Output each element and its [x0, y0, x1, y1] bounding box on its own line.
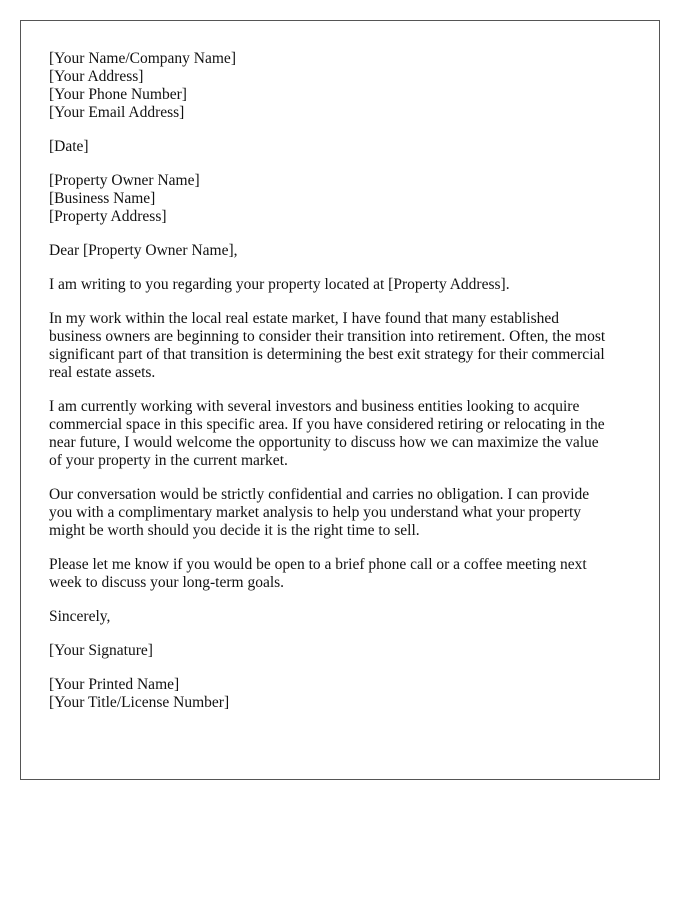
- body-paragraph: [49, 556, 639, 592]
- recipient-name: [Property Owner Name]: [49, 172, 200, 189]
- paragraph-line: Our conversation would be strictly confidential and carries no obligation. I can provide: [49, 486, 590, 503]
- paragraph-line: commercial space in this specific area. If you have considered retiring or relocating in the: [49, 416, 605, 433]
- body-paragraph: [49, 398, 639, 470]
- recipient-block: [49, 172, 639, 226]
- paragraph-line: In my work within the local real estate market, I have found that many established: [49, 310, 560, 327]
- date: [Date]: [49, 138, 89, 155]
- sender-phone: [Your Phone Number]: [49, 86, 187, 103]
- recipient-business: [Business Name]: [49, 190, 156, 207]
- paragraph-line: I am writing to you regarding your property located at [Property Address].: [49, 276, 510, 293]
- paragraph-line: significant part of that transition is determining the best exit strategy for their commercial: [49, 346, 605, 363]
- paragraph-line: of your property in the current market.: [49, 452, 288, 469]
- recipient-address: [Property Address]: [49, 208, 167, 225]
- paragraph-line: near future, I would welcome the opportunity to discuss how we can maximize the value: [49, 434, 599, 451]
- body-paragraph: [49, 486, 639, 540]
- sender-name: [Your Name/Company Name]: [49, 50, 236, 67]
- paragraph-line: I am currently working with several investors and business entities looking to acquire: [49, 398, 580, 415]
- sender-block: [49, 50, 639, 122]
- sender-address: [Your Address]: [49, 68, 144, 85]
- salutation: Dear [Property Owner Name],: [49, 242, 238, 259]
- paragraph-line: real estate assets.: [49, 364, 156, 381]
- body-paragraph: [49, 310, 639, 382]
- title-license: [Your Title/License Number]: [49, 694, 230, 711]
- paragraph-line: you with a complimentary market analysis to help you understand what your property: [49, 504, 582, 521]
- paragraph-line: business owners are beginning to consider their transition into retirement. Often, the most: [49, 328, 606, 345]
- paragraph-line: week to discuss your long-term goals.: [49, 574, 285, 591]
- sender-email: [Your Email Address]: [49, 104, 185, 121]
- closing: Sincerely,: [49, 608, 111, 625]
- letter-page: [20, 20, 660, 780]
- signoff-block: [49, 676, 639, 712]
- printed-name: [Your Printed Name]: [49, 676, 180, 693]
- paragraph-line: might be worth should you decide it is the right time to sell.: [49, 522, 420, 539]
- paragraph-line: Please let me know if you would be open to a brief phone call or a coffee meeting next: [49, 556, 587, 573]
- signature: [Your Signature]: [49, 642, 153, 659]
- body-paragraph: [49, 276, 639, 294]
